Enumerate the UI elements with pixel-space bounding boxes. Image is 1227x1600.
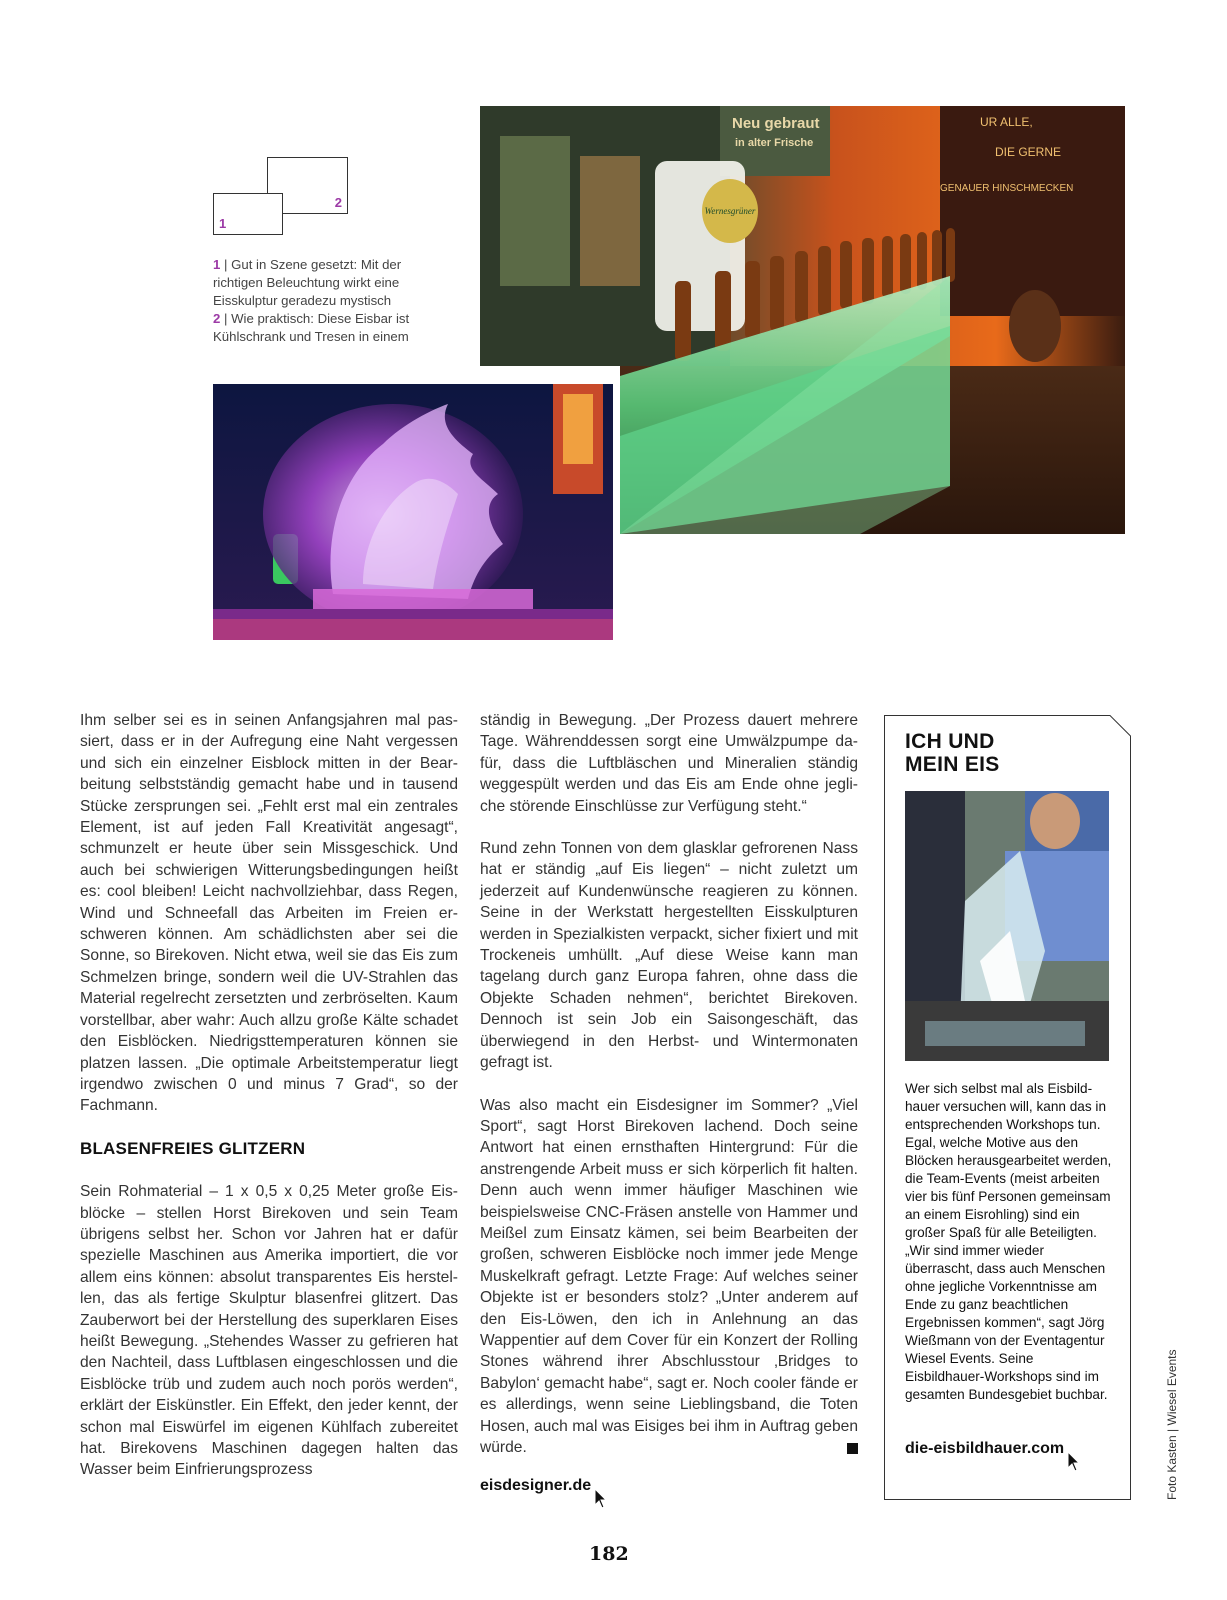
- sidebar-text: Wer sich selbst mal als Eisbildhauer versuchen will, kann das in entsprechenden Workshops tun. Egal, welche Motive aus den Blöcken herausgearbeitet werden, die Team-Events (meist arbeiten vier bis fünf Personen gemeinsam an einem Eisrohling) sind ein großer Spaß für alle Beteiligten. „Wir sind immer wieder überrascht, dass auch Menschen ohne jegliche Vorkenntnisse am Ende zu ganz beachtlichen Ergebnissen kommen“, sagt Jörg Wießmann von der Eventagentur Wiesel Events. Seine Eisbildhauer-Workshops sind im gesamten Bundesgebiet buchbar.: [905, 1081, 1112, 1402]
- paragraph: ständig in Bewegung. „Der Prozess dauert mehrere Tage. Währenddessen sorgt eine Umwälzpumpe dafür, dass die Luftbläschen und Mineralien ständig weggespült werden und das Eis am Ende ohne jegliche störende Einschlüsse zur Verfügung steht.“: [480, 712, 858, 815]
- caption-text-1: | Gut in Szene gesetzt: Mit der richtigen Beleuchtung wirkt eine Eisskulptur geradezu mystisch: [213, 257, 402, 308]
- sidebar-photo-workshop: [905, 791, 1109, 1061]
- sidebar-title-line-1: ICH UND: [905, 730, 995, 753]
- photo-caption: [213, 256, 428, 346]
- legend-label-1: 1: [219, 216, 227, 231]
- caption-number-1: 1: [213, 257, 221, 272]
- sign-text-2: in alter Frische: [735, 137, 814, 149]
- end-of-article-mark: [847, 1443, 858, 1454]
- article-column-2: [480, 710, 858, 1479]
- brand-logo-text: Wernesgrüner: [704, 206, 756, 216]
- mouse-cursor-icon: [1067, 1451, 1081, 1473]
- paragraph: Rund zehn Tonnen von dem glasklar gefrorenen Nass hat er ständig „auf Eis liegen“ – nicht zuletzt um jederzeit auf Kundenwünsche reagieren zu können. Seine in der Werkstatt hergestellten Eisskulpturen werden in Spezialkisten verpackt, sicher fixiert und mit Trockeneis umhüllt. „Auf diese Weise kann man tagelang durch ganz Europa fahren, ohne dass die Objekte Schaden nehmen“, berichtet Birekoven. Dennoch ist sein Job ein Saisongeschäft, das überwiegend in den Herbst- und Wintermonaten gefragt ist.: [480, 840, 858, 1072]
- paragraph: Ihm selber sei es in seinen Anfangsjahren mal passiert, dass er in der Aufregung eine Naht vergessen und sich ein einzelner Eisblock mitten in der Bearbeitung selbstständig gemacht habe und in tausend Stücke zersprungen sei. „Fehlt erst mal ein zentrales Element, ist auf jeden Fall Kreativität angesagt“, schmunzelt er heute über sein Missgeschick. Und auch bei schwierigen Witterungsbedingungen heißt es: cool bleiben! Leicht nachvollziehbar, dass Regen, Wind und Schneefall das Arbeiten im Freien erschweren können. Am schädlichsten aber sei die Sonne, so Birekoven. Nicht etwa, weil sie das Eis zum Schmelzen bringe, sondern weil die UV-Strahlen das Material regelrecht zersetzten und zerbröselten. Kaum vorstellbar, aber wahr: Auch allzu große Kälte schadet den Eisblöcken. Niedrigsttemperaturen können sie platzen lassen. „Die optimale Arbeitstemperatur liegt irgendwo zwischen 0 und minus 7 Grad“, so der Fachmann.: [80, 712, 458, 1115]
- bar-sign-2: DIE GERNE: [995, 145, 1062, 159]
- page-number: 182: [589, 1543, 629, 1565]
- caption-number-2: 2: [213, 311, 221, 326]
- paragraph-text: Was also macht ein Eisdesigner im Sommer? „Viel Sport“, sagt Horst Birekoven lachend. Doch seine Antwort hat einen ernsthaften Hintergrund: Für die anstrengende Arbeit muss er sich körperlich fit halten. Denn auch wenn immer häufiger Maschinen wie beispielsweise CNC-Fräsen anstelle von Hammer und Meißel zum Einsatz kämen, sei beim Bearbeiten der großen, schweren Eisblöcke noch immer jede Menge Muskelkraft gefragt. Letzte Frage: Auf welches seiner Objekte ist er besonders stolz? „Unter anderem auf den Eis-Löwen, den ich in Anlehnung an das Wappentier auf dem Cover für ein Konzert der Rolling Stones während ihrer Abschlusstour ‚Bridges to Babylon‘ gemacht habe“, sagt er. Noch cooler fände er es allerdings, wenn seine Lieblingsband, die Toten Hosen, auch mal was Eisiges bei ihm in Auftrag geben würde.: [480, 1096, 858, 1456]
- article-column-1: [80, 710, 458, 1502]
- bar-sign-3: GENAUER HINSCHMECKEN: [940, 183, 1074, 194]
- sign-text-1: Neu gebraut: [732, 115, 820, 132]
- eisdesigner-link[interactable]: eisdesigner.de: [480, 1477, 592, 1494]
- mouse-cursor-icon: [594, 1488, 608, 1510]
- eisbildhauer-link[interactable]: die-eisbildhauer.com: [905, 1440, 1065, 1457]
- paragraph: Sein Rohmaterial – 1 x 0,5 x 0,25 Meter große Eisblöcke – stellen Horst Birekoven und sein Team übrigens selbst her. Schon vor Jahren hat er dafür spezielle Maschinen aus Amerika importiert, die vor allem eins können: absolut transparentes Eis herstellen, das als fertige Skulptur blasenfrei glitzert. Das Zauberwort bei der Herstellung des superklaren Eises heißt Bewegung. „Stehendes Wasser zu gefrieren hat den Nachteil, dass Luftblasen eingeschlossen und die Eisblöcke trüb und zudem auch noch porös werden“, erklärt der Eiskünstler. Ein Effekt, den jeder kennt, der schon mal Eiswürfel im eigenen Kühlfach zubereitet hat. Birekovens Maschinen dagegen halten das Wasser beim Einfrierungsprozess: [80, 1183, 458, 1479]
- sidebar-box: [884, 715, 1131, 1500]
- caption-text-2: | Wie praktisch: Diese Eisbar ist Kühlschrank und Tresen in einem: [213, 311, 410, 344]
- legend-box-1: [213, 193, 283, 235]
- section-heading: BLASENFREIES GLITZERN: [80, 1138, 306, 1158]
- sidebar-title: [905, 730, 1000, 776]
- photo-credit: Foto Kasten | Wiesel Events: [1165, 1349, 1179, 1500]
- paragraph: [480, 1095, 858, 1459]
- legend-label-2: 2: [334, 195, 342, 210]
- photo-ice-sculpture: [213, 384, 613, 640]
- sidebar-title-line-2: MEIN EIS: [905, 753, 1000, 776]
- bar-sign-1: UR ALLE,: [980, 115, 1033, 129]
